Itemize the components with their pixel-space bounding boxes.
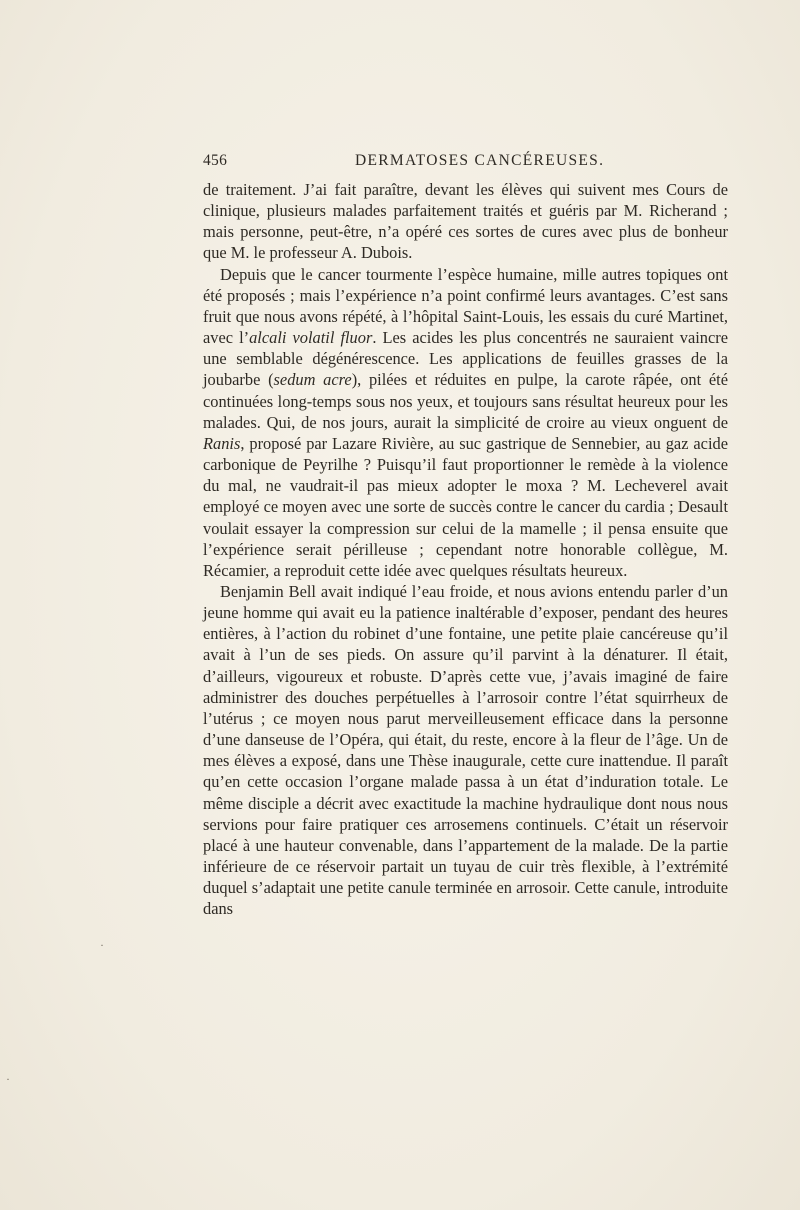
italic-text: Ranis xyxy=(203,433,241,453)
paper-speck: · xyxy=(100,938,104,952)
paper-speck: · xyxy=(6,1072,10,1086)
italic-text: alcali volatil fluor xyxy=(249,328,373,348)
paragraph xyxy=(203,264,728,581)
text-run: Benjamin Bell avait indiqué l’eau froide, et nous avions entendu parler d’un jeune homme qui avait eu la patience inaltérable d’exposer, pendant des heures entières, à l’action du robinet d’une fontaine, une petite plaie cancéreuse qu’il avait à l’un de ses pieds. On assure qu’il parvint à la dénaturer. Il était, d’ailleurs, vigoureux et robuste. D’après cette vue, j’avais imaginé de faire administrer des douches perpétuelles à l’arrosoir contre l’état squirrheux de l’utérus ; ce moyen nous parut merveilleusement efficace dans la personne d’une danseuse de l’Opéra, qui était, du reste, encore à la fleur de l’âge. Un de mes élèves a exposé, dans une Thèse inaugurale, cette cure inattendue. Il paraît qu’en cette occasion l’organe malade passa à un état d’induration totale. Le même disciple a décrit avec exactitude la machine hydraulique dont nous nous servions pour faire pratiquer ces arrosemens continuels. C’était un réservoir placé à une hauteur convenable, dans l’appartement de la malade. De la partie inférieure de ce réservoir partait un tuyau de cuir très flexible, à l’extrémité duquel s’adaptait une petite canule terminée en arrosoir. Cette canule, introduite dans xyxy=(203,581,728,919)
text-run: Depuis que le cancer tourmente l’espèce humaine, mille autres topiques ont été proposés ; mais l’expérience n’a point confirmé leurs avantages. C’est sans fruit que nous avons répété, à l’hôpital Saint-Louis, les essais du curé Martinet, avec l’ xyxy=(203,264,728,348)
italic-text: sedum acre xyxy=(273,370,352,390)
body-text xyxy=(203,179,728,919)
text-run: de traitement. J’ai fait paraître, devant les élèves qui suivent mes Cours de clinique, plusieurs malades parfaitement traités et guéris par M. Richerand ; mais personne, peut-être, n’a opéré ces sortes de cures avec plus de bonheur que M. le professeur A. Dubois. xyxy=(203,180,728,263)
text-run: . Les acides les plus concentrés ne sauraient vaincre une semblable dégénérescence. Les applications de feuilles grasses de la joubarbe ( xyxy=(203,328,729,390)
text-run: ), pilées et réduites en pulpe, la carote râpée, ont été continuées long-temps sous nos yeux, et toujours sans résultat heureux pour les malades. Qui, de nos jours, aurait la simplicité de croire au vieux onguent de xyxy=(203,370,729,432)
text-run: , proposé par Lazare Rivière, au suc gastrique de Sennebier, au gaz acide carbonique de Peyrilhe ? Puisqu’il faut proportionner le remède à la violence du mal, ne vaudrait-il pas mieux adopter le moxa ? M. Lecheverel avait employé ce moyen avec une sorte de succès contre le cancer du cardia ; Desault voulait essayer la compression sur celui de la mamelle ; il pensa ensuite que l’expérience serait périlleuse ; cependant notre honorable collègue, M. Récamier, a reproduit cette idée avec quelques résultats heureux. xyxy=(203,433,728,580)
paragraph xyxy=(203,581,728,920)
paragraph xyxy=(203,179,728,264)
running-title: DERMATOSES CANCÉREUSES. xyxy=(355,152,605,169)
page-number: 456 xyxy=(203,152,228,169)
page-header xyxy=(203,152,728,176)
